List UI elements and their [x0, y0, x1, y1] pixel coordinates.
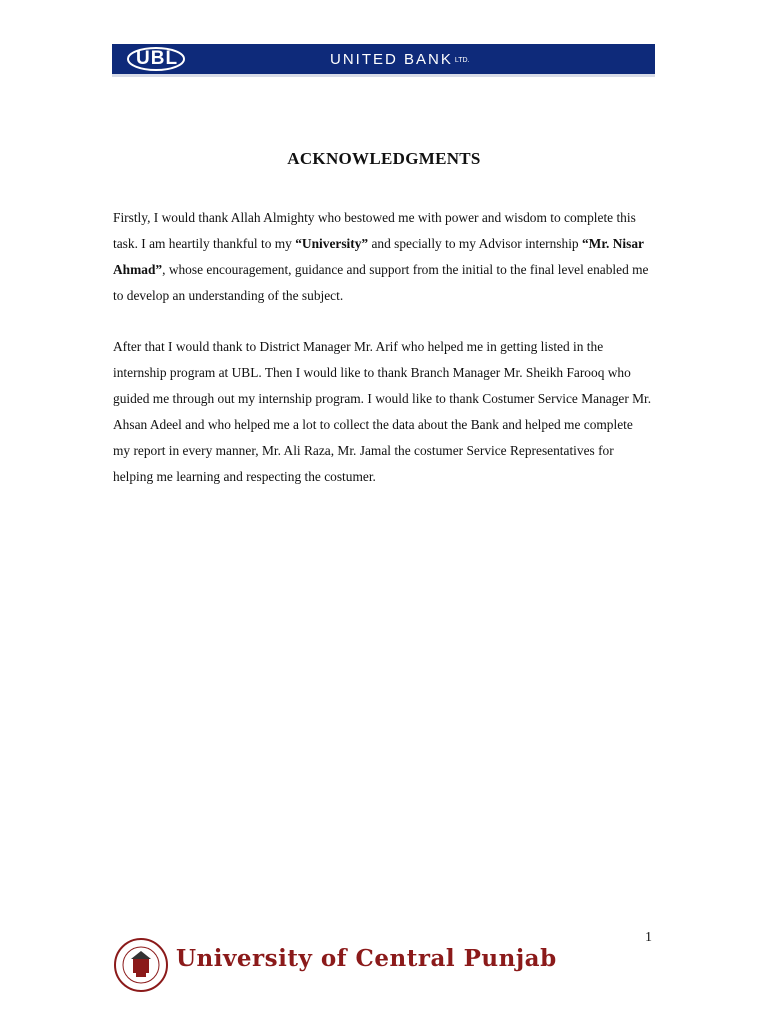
ubl-logo [126, 46, 201, 72]
bank-name-suffix: LTD. [454, 57, 470, 64]
university-emphasis: “University” [295, 236, 369, 251]
advisor-name-emphasis: “Mr. Nisar Ahmad” [113, 236, 644, 277]
paragraph-1-text-a: Firstly, I would thank Allah Almighty who bestowed me with power and wisdom to complete this task. I am heartily thankful to my [113, 210, 636, 251]
ubl-logo-text: UBL [136, 48, 179, 69]
acknowledgment-paragraph-1 [113, 205, 653, 309]
university-name: University of Central Punjab [176, 945, 557, 972]
bank-name [330, 51, 470, 68]
paragraph-1-text-b: and specially to my Advisor internship [368, 236, 582, 251]
page-title: ACKNOWLEDGMENTS [287, 149, 481, 168]
university-seal-icon [113, 937, 169, 993]
page-number: 1 [645, 930, 652, 945]
bank-name-text: UNITED BANK [330, 51, 453, 68]
acknowledgment-paragraph-2: After that I would thank to District Manager Mr. Arif who helped me in getting listed in the internship program at UBL. Then I would like to thank Branch Manager Mr. Sheikh Farooq who guided me through out my internship program. I would like to thank Costumer Service Manager Mr. Ahsan Adeel and who helped me a lot to collect the data about the Bank and helped me complete my report in every manner, Mr. Ali Raza, Mr. Jamal the costumer Service Representatives for helping me learning and respecting the costumer. [113, 339, 652, 484]
bank-header-bar [112, 44, 655, 77]
paragraph-1-text-c: , whose encouragement, guidance and support from the initial to the final level enabled me to develop an understanding of the subject. [113, 262, 649, 303]
